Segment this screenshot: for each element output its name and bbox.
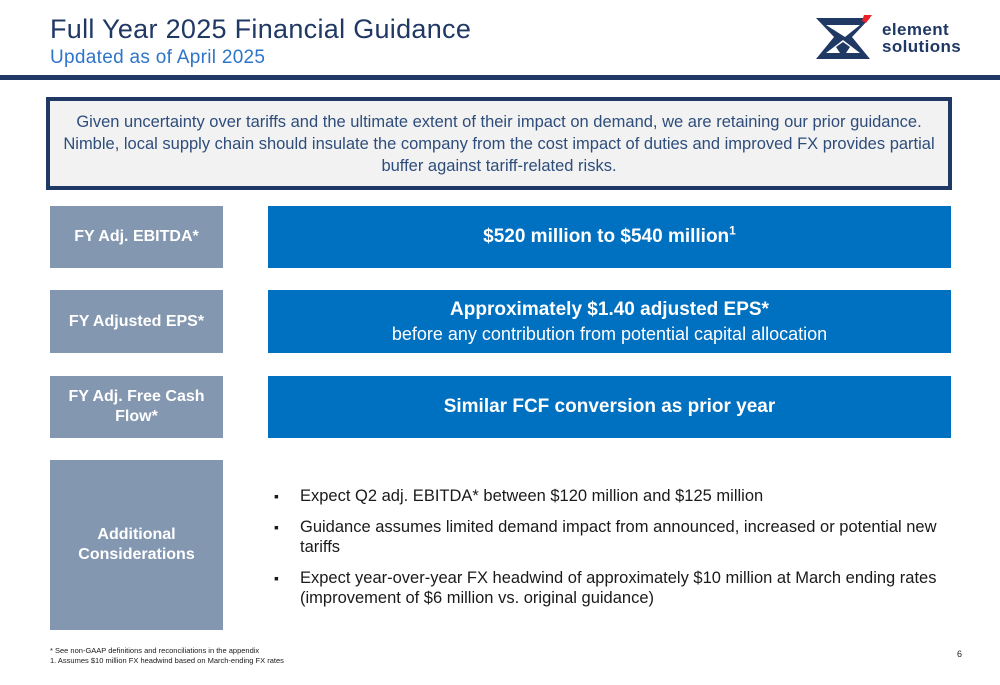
footnote-marker-1: 1 (729, 223, 736, 238)
eps-value-text: Approximately $1.40 adjusted EPS* (450, 298, 769, 320)
label-fy-adj-ebitda: FY Adj. EBITDA* (50, 206, 223, 268)
slide-subtitle: Updated as of April 2025 (50, 47, 266, 68)
guidance-intro-text: Given uncertainty over tariffs and the ultimate extent of their impact on demand, we are retaining our prior guidance. Nimble, local supply chain should insulate the company from the cost impact of duties and improved FX provides partial buffer against tariff-related risks. (63, 112, 935, 175)
list-item: ▪ Expect Q2 adj. EBITDA* between $120 million and $125 million (270, 486, 950, 506)
additional-considerations-list (270, 486, 950, 619)
list-item: ▪ Expect year-over-year FX headwind of approximately $10 million at March ending rates (improvement of $6 million vs. original guidance) (270, 568, 950, 608)
eps-value-subtext: before any contribution from potential capital allocation (391, 323, 828, 344)
header-divider (0, 75, 1000, 80)
footnote-fx-headwind: 1. Assumes $10 million FX headwind based on March-ending FX rates (50, 656, 284, 665)
footnote-non-gaap: * See non-GAAP definitions and reconciliations in the appendix (50, 646, 260, 655)
label-additional-considerations: Additional Considerations (50, 460, 223, 630)
guidance-intro-box (46, 97, 952, 190)
list-item: ▪ Guidance assumes limited demand impact from announced, increased or potential new tariffs (270, 517, 950, 557)
fcf-value-text: Similar FCF conversion as prior year (443, 396, 776, 417)
page-number: 6 (957, 649, 963, 659)
value-fy-adj-free-cash-flow (268, 376, 951, 438)
ebitda-value-text: $520 million to $540 million (483, 226, 730, 247)
company-logo (812, 15, 972, 65)
element-solutions-logo-icon (812, 15, 880, 65)
value-fy-adjusted-eps (268, 290, 951, 353)
value-fy-adj-ebitda (268, 206, 951, 268)
ebitda-value-line (483, 225, 736, 249)
slide-title: Full Year 2025 Financial Guidance (50, 14, 472, 44)
footnotes (50, 646, 284, 666)
logo-text-solutions: solutions (882, 37, 962, 56)
label-fy-adj-free-cash-flow: FY Adj. Free Cash Flow* (50, 376, 223, 438)
label-fy-adjusted-eps: FY Adjusted EPS* (50, 290, 223, 353)
logo-text-element: element (882, 20, 950, 39)
